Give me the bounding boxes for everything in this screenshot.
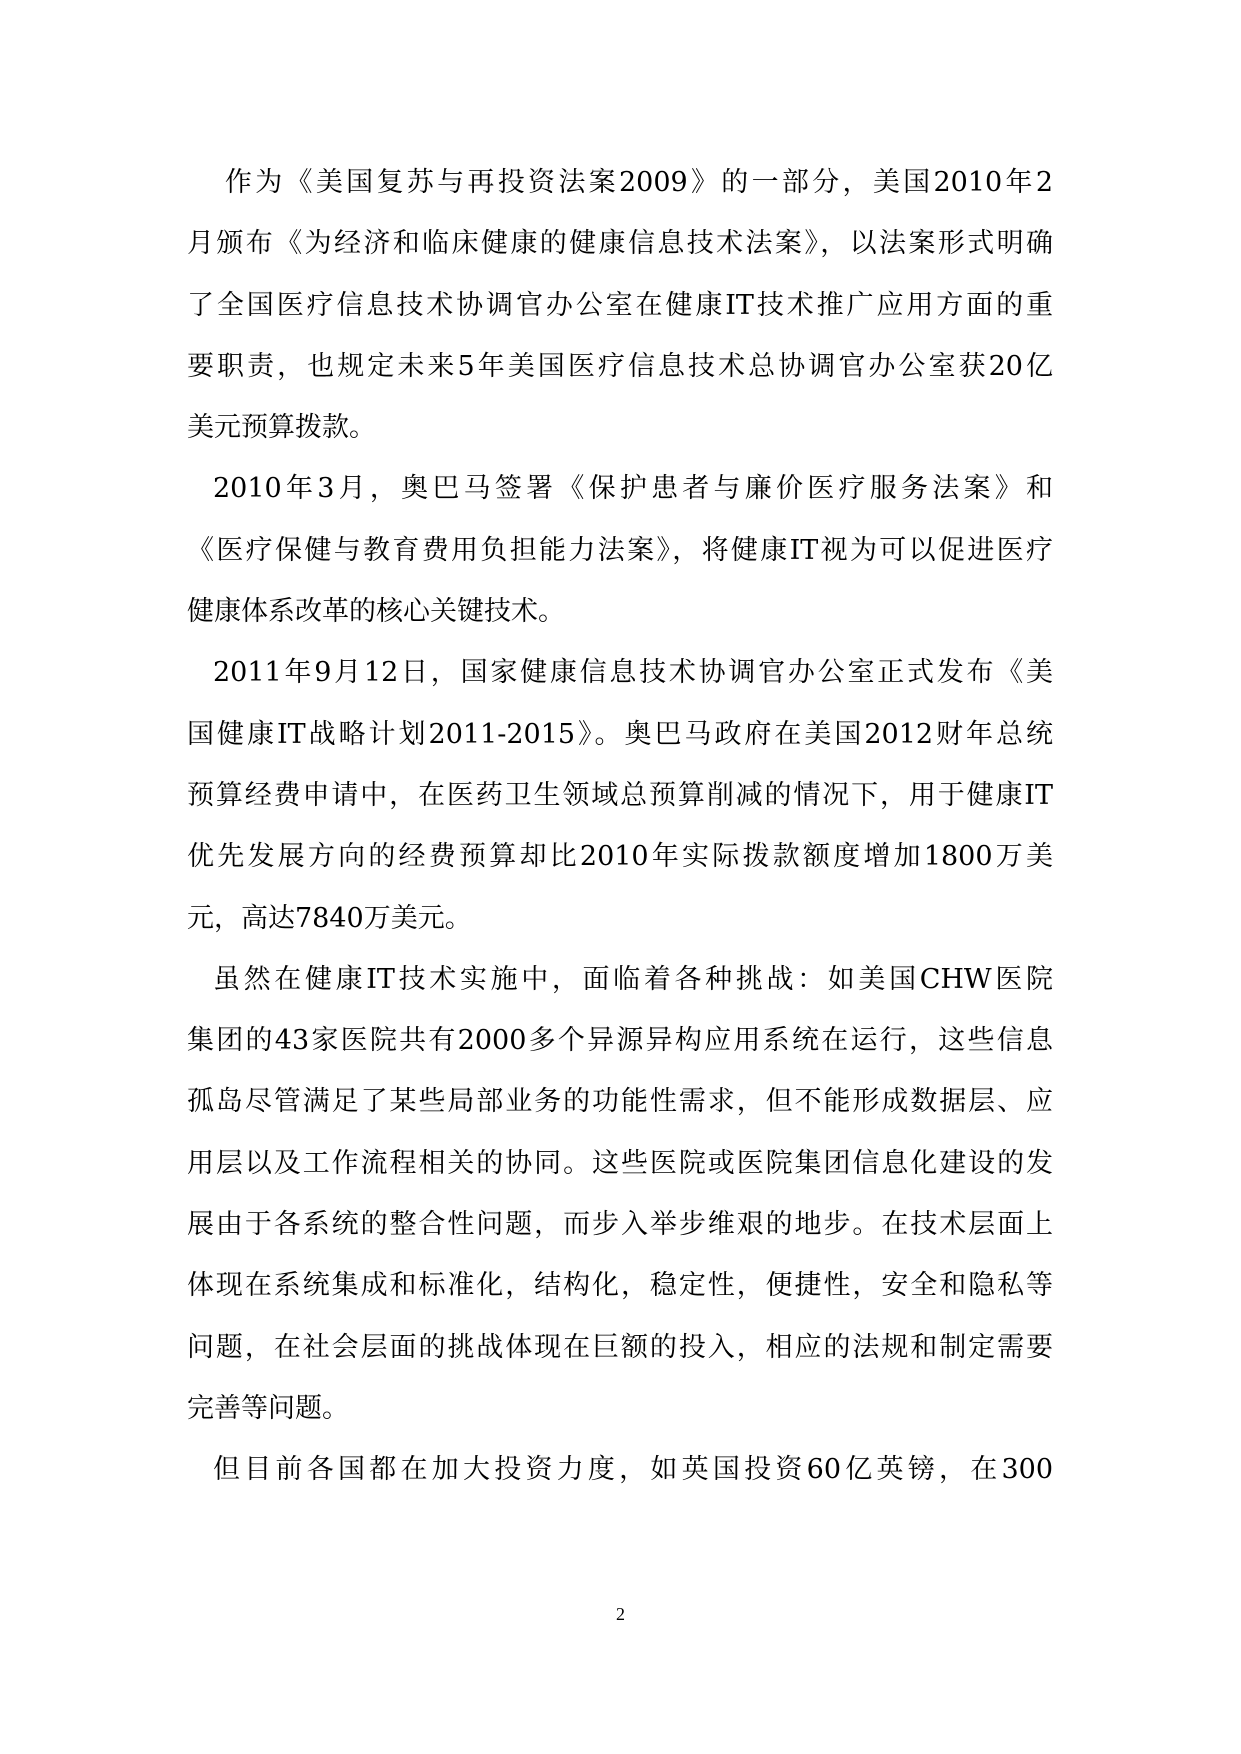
text-line: 2010年3月，奥巴马签署《保护患者与廉价医疗服务法案》和	[213, 473, 1053, 505]
text-line: 孤岛尽管满足了某些局部业务的功能性需求，但不能形成数据层、应	[187, 1086, 1053, 1118]
text-line: 展由于各系统的整合性问题，而步入举步维艰的地步。在技术层面上	[187, 1209, 1053, 1241]
text-line: 用层以及工作流程相关的协同。这些医院或医院集团信息化建设的发	[187, 1147, 1053, 1179]
text-line: 完善等问题。	[187, 1392, 349, 1424]
text-line: 虽然在健康IT技术实施中，面临着各种挑战：如美国CHW医院	[213, 963, 1053, 995]
text-line: 预算经费申请中，在医药卫生领域总预算削减的情况下，用于健康IT	[187, 779, 1053, 811]
text-line: 问题，在社会层面的挑战体现在巨额的投入，相应的法规和制定需要	[187, 1331, 1053, 1363]
body-text	[187, 152, 1053, 1501]
text-line: 集团的43家医院共有2000多个异源异构应用系统在运行，这些信息	[187, 1025, 1053, 1057]
text-line: 体现在系统集成和标准化，结构化，稳定性，便捷性，安全和隐私等	[187, 1270, 1053, 1302]
text-line: 国健康IT战略计划2011-2015》。奥巴马政府在美国2012财年总统	[187, 718, 1053, 750]
text-line: 月颁布《为经济和临床健康的健康信息技术法案》，以法案形式明确	[187, 228, 1053, 260]
page-number: 2	[616, 1604, 625, 1624]
text-line: 2011年9月12日，国家健康信息技术协调官办公室正式发布《美	[213, 657, 1053, 689]
text-line: 元，高达7840万美元。	[187, 902, 472, 934]
text-line: 健康体系改革的核心关键技术。	[187, 596, 565, 628]
text-line: 了全国医疗信息技术协调官办公室在健康IT技术推广应用方面的重	[187, 289, 1053, 321]
text-line: 作为《美国复苏与再投资法案2009》的一部分，美国2010年2	[213, 167, 1053, 198]
text-line: 美元预算拨款。	[187, 412, 376, 444]
text-line: 要职责，也规定未来5年美国医疗信息技术总协调官办公室获20亿	[187, 350, 1053, 382]
text-line: 《医疗保健与教育费用负担能力法案》，将健康IT视为可以促进医疗	[187, 534, 1053, 566]
text-line: 但目前各国都在加大投资力度，如英国投资60亿英镑，在300	[213, 1454, 1053, 1486]
text-line: 优先发展方向的经费预算却比2010年实际拨款额度增加1800万美	[187, 841, 1053, 873]
